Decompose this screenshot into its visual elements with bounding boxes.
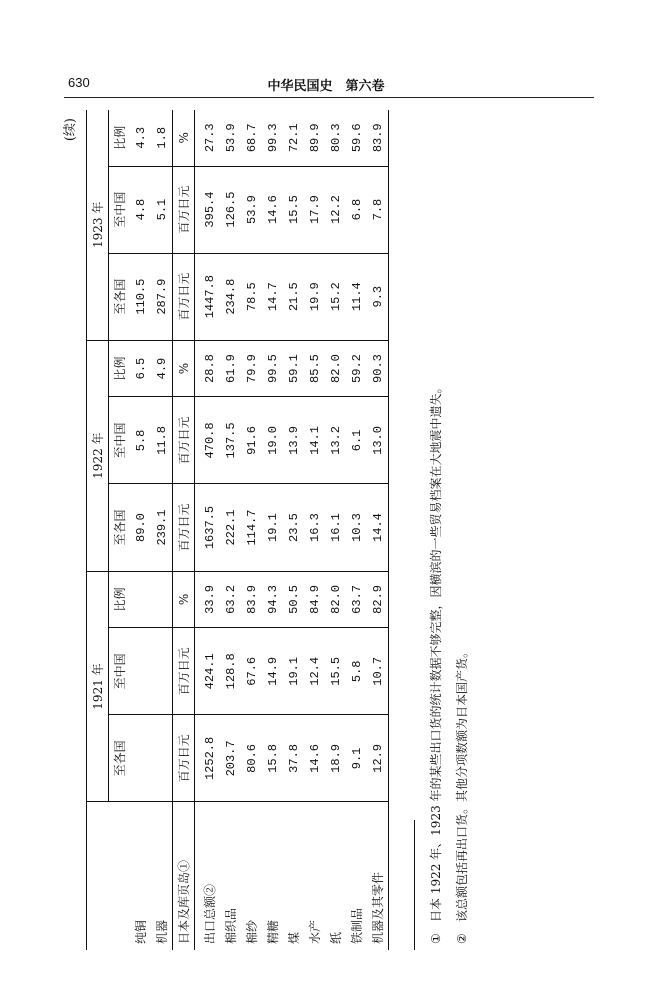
table-row [283, 110, 304, 950]
cell: 470.8 [195, 397, 221, 484]
cell: 11.4 [346, 253, 367, 340]
cell: 14.6 [262, 166, 283, 253]
subcol-header: 至各国 [109, 484, 131, 571]
footnote-mark: ② [455, 933, 469, 944]
cell: 9.3 [367, 253, 389, 340]
cell: 19.1 [283, 628, 304, 715]
cell [130, 628, 151, 715]
cell: 234.8 [220, 253, 241, 340]
cell: 239.1 [151, 484, 173, 571]
row-label: 铁制品 [350, 907, 364, 944]
cell: 10.7 [367, 628, 389, 715]
cell: 18.9 [325, 715, 346, 802]
header-rule [64, 97, 594, 98]
table-row [262, 110, 283, 950]
cell: 1637.5 [195, 484, 221, 571]
unit-cell: 百万日元 [173, 715, 195, 802]
cell: 14.4 [367, 484, 389, 571]
table-row [195, 110, 221, 950]
cell [130, 715, 151, 802]
cell: 59.1 [283, 340, 304, 397]
cell: 82.0 [325, 571, 346, 628]
table-row [346, 110, 367, 950]
cell: 11.8 [151, 397, 173, 484]
cell: 82.0 [325, 340, 346, 397]
cell: 37.8 [283, 715, 304, 802]
footnote-text: 日本 1922 年、1923 年的某些出口货的统计数据不够完整，因横滨的一些贸易档案在大地震中遗失。 [429, 381, 443, 922]
cell: 12.9 [367, 715, 389, 802]
unit-row [173, 110, 195, 950]
cell: 424.1 [195, 628, 221, 715]
subcol-header: 至中国 [109, 166, 131, 253]
cell [151, 715, 173, 802]
cell: 137.5 [220, 397, 241, 484]
cell: 79.9 [241, 340, 262, 397]
cell [130, 571, 151, 628]
cell: 6.1 [346, 397, 367, 484]
cell: 9.1 [346, 715, 367, 802]
cell: 16.1 [325, 484, 346, 571]
cell: 13.9 [283, 397, 304, 484]
subcol-header: 比例 [109, 340, 131, 397]
year-header: 1922 年 [87, 340, 109, 571]
cell: 12.4 [304, 628, 325, 715]
cell: 13.0 [367, 397, 389, 484]
cell: 14.7 [262, 253, 283, 340]
cell: 72.1 [283, 110, 304, 166]
continued-label: (续) [63, 118, 78, 142]
cell: 80.3 [325, 110, 346, 166]
cell: 80.6 [241, 715, 262, 802]
footnote-rule [414, 820, 415, 950]
cell: 90.3 [367, 340, 389, 397]
page-number: 630 [68, 75, 90, 90]
year-header: 1921 年 [87, 571, 109, 802]
cell: 50.5 [283, 571, 304, 628]
table-row [220, 110, 241, 950]
table-row [325, 110, 346, 950]
cell: 53.9 [241, 166, 262, 253]
unit-cell: 百万日元 [173, 253, 195, 340]
footnote-text: 该总额包括再出口货。其他分项数额为日本国产货。 [455, 645, 469, 922]
cell: 61.9 [220, 340, 241, 397]
cell: 395.4 [195, 166, 221, 253]
subcol-header: 比例 [109, 110, 131, 166]
cell: 6.8 [346, 166, 367, 253]
cell: 63.7 [346, 571, 367, 628]
cell: 99.5 [262, 340, 283, 397]
cell: 14.1 [304, 397, 325, 484]
cell: 15.5 [325, 628, 346, 715]
cell: 85.5 [304, 340, 325, 397]
cell: 10.3 [346, 484, 367, 571]
cell: 110.5 [130, 253, 151, 340]
subcol-header: 至中国 [109, 397, 131, 484]
cell: 14.9 [262, 628, 283, 715]
export-table [86, 110, 389, 950]
cell: 1252.8 [195, 715, 221, 802]
cell: 28.8 [195, 340, 221, 397]
cell: 59.2 [346, 340, 367, 397]
cell: 126.5 [220, 166, 241, 253]
cell: 19.0 [262, 397, 283, 484]
cell: 99.3 [262, 110, 283, 166]
cell: 67.6 [241, 628, 262, 715]
row-label: 纸 [329, 931, 343, 944]
cell: 14.6 [304, 715, 325, 802]
footnote-mark: ① [429, 933, 443, 944]
cell: 17.9 [304, 166, 325, 253]
cell: 83.9 [367, 110, 389, 166]
footnote [427, 381, 444, 944]
cell: 5.8 [130, 397, 151, 484]
cell [151, 571, 173, 628]
running-header-title: 中华民国史 第六卷 [267, 79, 385, 94]
row-label: 出口总额② [203, 883, 217, 944]
cell: 15.2 [325, 253, 346, 340]
unit-cell: 百万日元 [173, 628, 195, 715]
cell: 12.2 [325, 166, 346, 253]
row-label: 棉纱 [245, 919, 259, 944]
year-header: 1923 年 [87, 110, 109, 340]
cell: 23.5 [283, 484, 304, 571]
unit-cell: 百万日元 [173, 484, 195, 571]
cell: 4.3 [130, 110, 151, 166]
row-label: 机器 [151, 802, 173, 950]
unit-cell: % [173, 340, 195, 397]
cell: 33.9 [195, 571, 221, 628]
cell: 63.2 [220, 571, 241, 628]
unit-cell: % [173, 571, 195, 628]
cell: 4.9 [151, 340, 173, 397]
row-label: 精糖 [266, 919, 280, 944]
row-label: 机器及其零件 [367, 802, 389, 950]
row-label: 日本及库页岛① [173, 802, 195, 950]
footnote [453, 646, 470, 944]
row-label: 棉织品 [224, 907, 238, 944]
row-label: 煤 [287, 931, 301, 944]
unit-cell: % [173, 110, 195, 166]
table-row [367, 110, 389, 950]
cell: 59.6 [346, 110, 367, 166]
year-header-row [87, 110, 109, 950]
cell: 19.9 [304, 253, 325, 340]
subcol-header: 至各国 [109, 253, 131, 340]
cell: 78.5 [241, 253, 262, 340]
unit-cell: 百万日元 [173, 166, 195, 253]
cell: 203.7 [220, 715, 241, 802]
cell: 128.8 [220, 628, 241, 715]
stub-header [87, 802, 131, 950]
subcol-header: 至中国 [109, 628, 131, 715]
cell: 1447.8 [195, 253, 221, 340]
table-row [130, 110, 151, 950]
cell: 1.8 [151, 110, 173, 166]
cell: 21.5 [283, 253, 304, 340]
unit-cell: 百万日元 [173, 397, 195, 484]
table-row [241, 110, 262, 950]
cell: 4.8 [130, 166, 151, 253]
cell: 91.6 [241, 397, 262, 484]
cell: 5.8 [346, 628, 367, 715]
cell: 19.1 [262, 484, 283, 571]
cell: 84.9 [304, 571, 325, 628]
cell: 7.8 [367, 166, 389, 253]
cell: 287.9 [151, 253, 173, 340]
cell: 6.5 [130, 340, 151, 397]
subcol-header: 比例 [109, 571, 131, 628]
cell: 53.9 [220, 110, 241, 166]
row-label: 水产 [308, 919, 322, 944]
table-row [304, 110, 325, 950]
cell: 16.3 [304, 484, 325, 571]
cell: 114.7 [241, 484, 262, 571]
cell: 89.9 [304, 110, 325, 166]
cell: 15.8 [262, 715, 283, 802]
cell: 15.5 [283, 166, 304, 253]
subcol-header: 至各国 [109, 715, 131, 802]
cell: 5.1 [151, 166, 173, 253]
cell: 27.3 [195, 110, 221, 166]
table-row [151, 110, 173, 950]
row-label: 纯铜 [134, 919, 148, 944]
cell: 13.2 [325, 397, 346, 484]
cell: 94.3 [262, 571, 283, 628]
cell: 83.9 [241, 571, 262, 628]
cell: 82.9 [367, 571, 389, 628]
rotated-table-page [51, 110, 586, 950]
cell [151, 628, 173, 715]
cell: 89.0 [130, 484, 151, 571]
cell: 222.1 [220, 484, 241, 571]
cell: 68.7 [241, 110, 262, 166]
